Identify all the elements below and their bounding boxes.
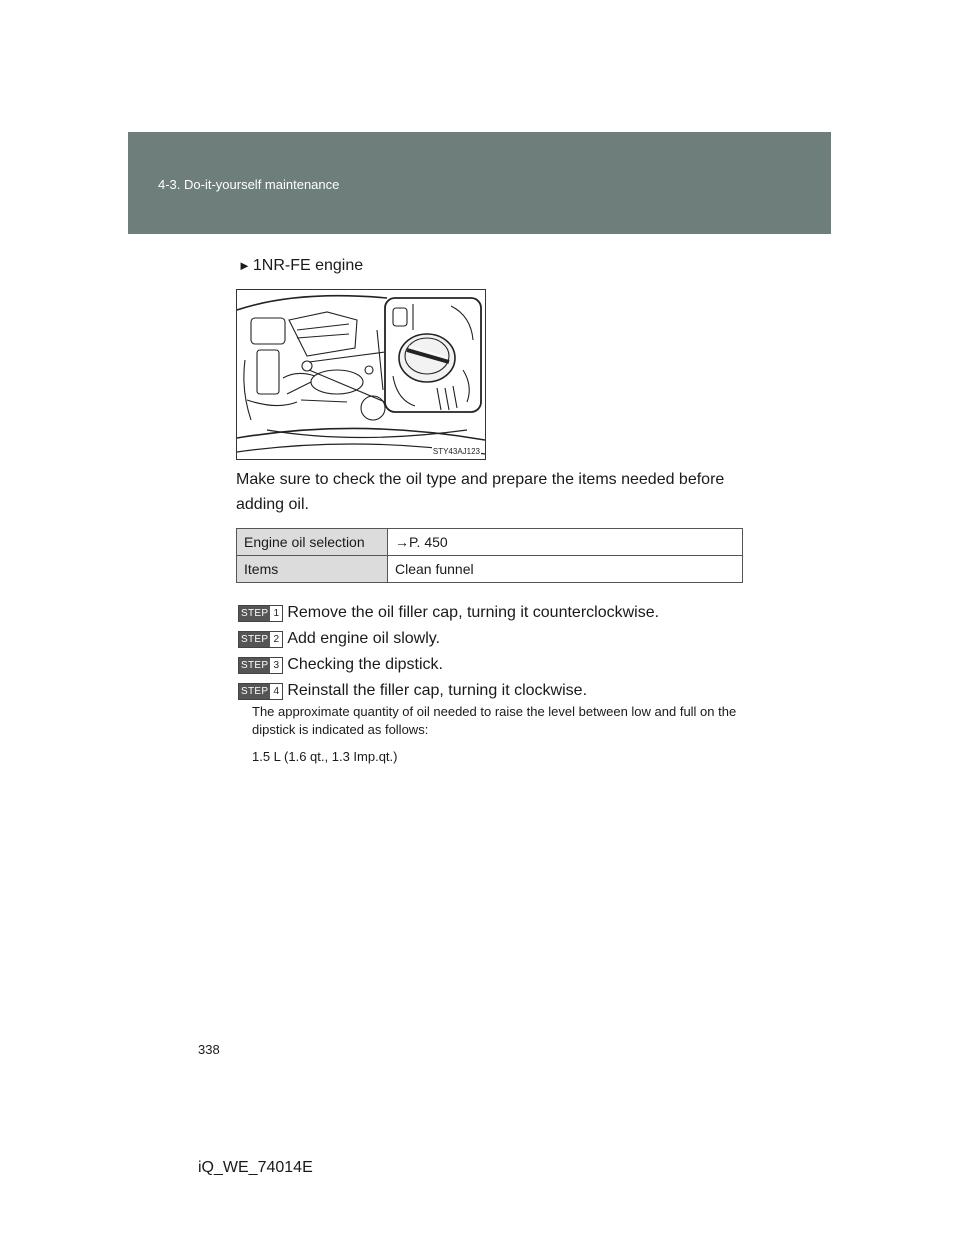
step-badge: STEP 4	[238, 683, 283, 700]
items-table	[236, 528, 743, 583]
step-text: Checking the dipstick.	[287, 656, 443, 673]
table-cell-value: →P. 450	[388, 529, 743, 556]
step-item	[238, 652, 758, 678]
step-badge: STEP 2	[238, 631, 283, 648]
table-cell-value: Clean funnel	[388, 556, 743, 583]
engine-bay-illustration-icon	[237, 290, 485, 459]
engine-bay-figure	[236, 289, 486, 460]
chapter-title: 4-3. Do-it-yourself maintenance	[158, 177, 340, 192]
step-item	[238, 678, 758, 704]
step-text: Add engine oil slowly.	[287, 630, 441, 647]
table-cell-label: Items	[237, 556, 388, 583]
section-title-text: 1NR-FE engine	[252, 257, 364, 274]
page-number: 338	[198, 1042, 220, 1057]
step-list	[238, 600, 758, 704]
document-code: iQ_WE_74014E	[198, 1159, 313, 1176]
oil-quantity-note	[252, 703, 747, 775]
step-badge: STEP 3	[238, 657, 283, 674]
table-cell-label: Engine oil selection	[237, 529, 388, 556]
step-item	[238, 626, 758, 652]
step-item	[238, 600, 758, 626]
table-row	[237, 529, 743, 556]
triangle-marker-icon: ►	[238, 258, 251, 273]
note-quantity: 1.5 L (1.6 qt., 1.3 Imp.qt.)	[252, 749, 398, 764]
intro-paragraph: Make sure to check the oil type and prepare the items needed before adding oil.	[236, 471, 725, 513]
step-badge: STEP 1	[238, 605, 283, 622]
chapter-header	[128, 132, 831, 234]
section-title	[238, 257, 363, 275]
note-text: The approximate quantity of oil needed to raise the level between low and full on the dipstick is indicated as follows:	[252, 704, 737, 737]
step-text: Reinstall the filler cap, turning it clockwise.	[287, 682, 588, 699]
step-text: Remove the oil filler cap, turning it counterclockwise.	[287, 604, 660, 621]
figure-code: STY43AJ123	[432, 447, 480, 456]
table-row	[237, 556, 743, 583]
